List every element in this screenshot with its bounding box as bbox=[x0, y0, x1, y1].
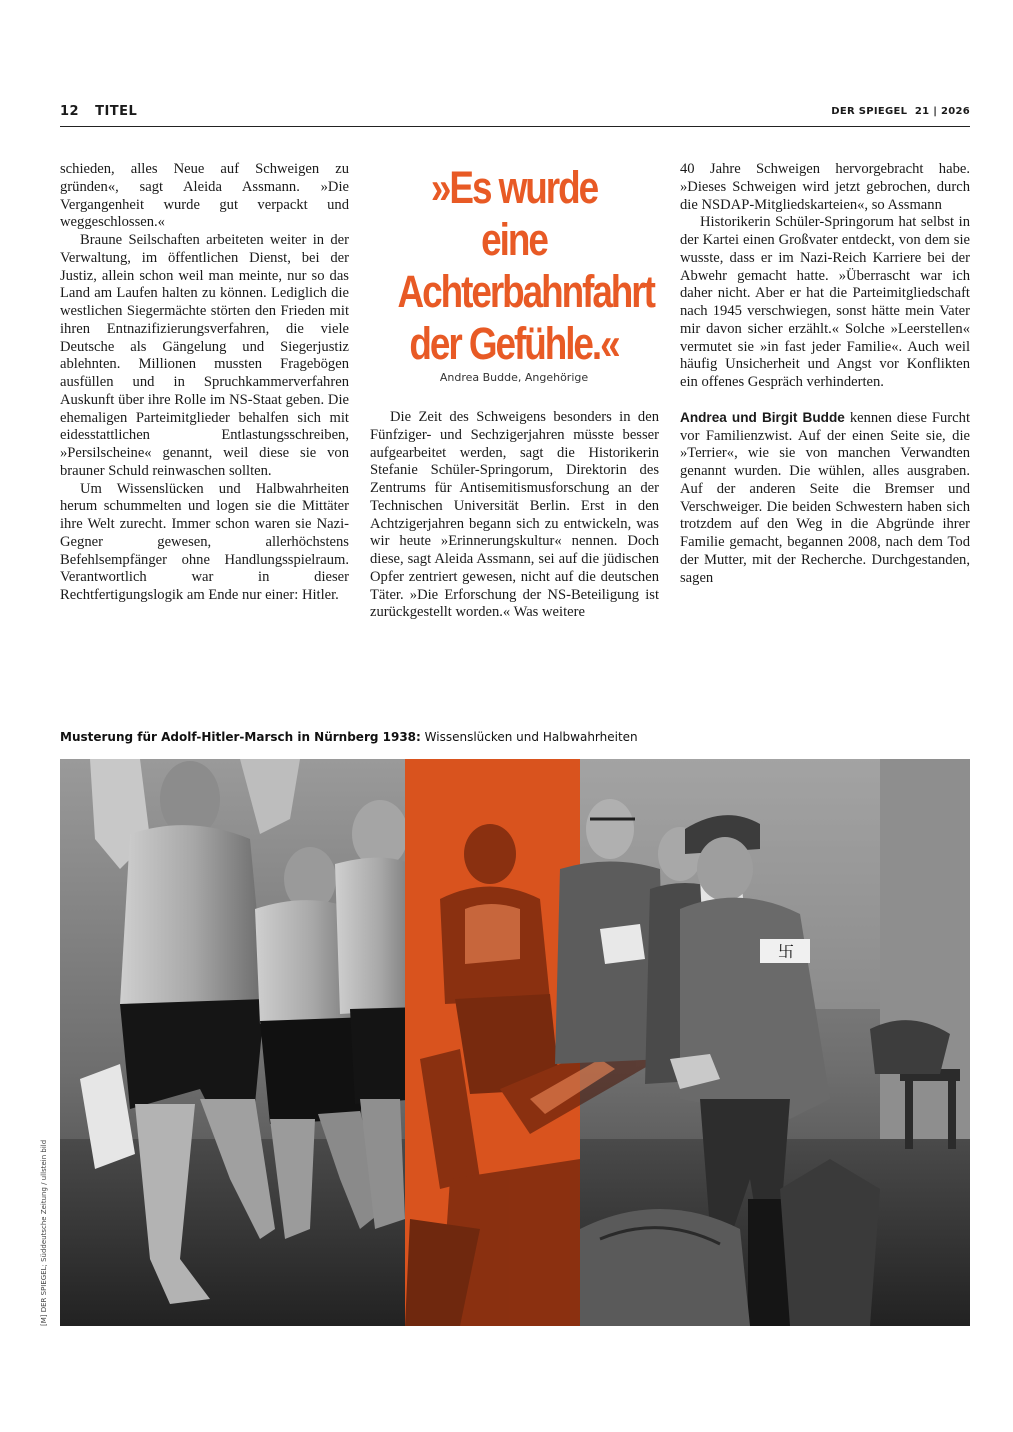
paragraph: schieden, alles Neue auf Schweigen zu gründen«, sagt Aleida Assmann. »Die Vergangenheit wurde gut verpackt und weggeschlossen.« bbox=[60, 161, 349, 231]
article-column-2 bbox=[370, 409, 659, 622]
pull-quote-attribution: Andrea Budde, Angehörige bbox=[439, 371, 589, 384]
section-title: TITEL bbox=[95, 104, 138, 119]
paragraph: Um Wissenslücken und Halbwahrheiten herum schummelten und logen sie die Mittäter ihre Welt zurecht. Immer schon waren sie Nazi-Gegner gewesen, allerhöchstens Befehlsempfänger ohne Handlungsspielraum. Verantwortlich war in dieser Rechtfertigungslogik am Ende nur einer: Hitler. bbox=[60, 480, 349, 603]
photo-caption bbox=[60, 730, 638, 744]
pull-quote-text: »Es wurde eine Achterbahnfahrt der Gefühle.« bbox=[397, 162, 654, 369]
magazine-name: DER SPIEGEL bbox=[831, 106, 908, 117]
paragraph bbox=[680, 409, 970, 588]
photo-caption-text: Wissenslücken und Halbwahrheiten bbox=[420, 730, 638, 744]
article-column-1 bbox=[60, 161, 349, 605]
page-header bbox=[60, 104, 970, 127]
paragraph-body: kennen diese Furcht vor Familienzwist. Auf der einen Seite sie, die »Terrier«, wie sie von manchen Verwandten genannt wurden. Die wühlen, alles ausgraben. Auf der anderen Seite die Bremser und Verschweiger. Die beiden Schwestern haben sich trotzdem auf den Weg in die Abgründe ihrer Familie gemacht, begannen 2008, nach dem Tod der Mutter, mit der Recherche. Durchgestanden, sagen bbox=[680, 409, 970, 586]
article-photo bbox=[60, 759, 970, 1326]
photo-illustration bbox=[60, 759, 970, 1326]
article-column-3 bbox=[680, 161, 970, 587]
photo-credit: [M] DER SPIEGEL; Süddeutsche Zeitung / ullstein bild bbox=[40, 1139, 48, 1326]
page-number: 12 bbox=[60, 104, 80, 119]
paragraph: Historikerin Schüler-Springorum hat selbst in der Kartei einen Großvater entdeckt, von dem sie wusste, dass er im Nazi-Reich Karriere bei der Abwehr gemacht hatte. »Überrascht war ich daher nicht. Aber er hat die Parteimitgliedschaft nach 1945 verschwiegen, sonst hätte mein Vater mir davon sicher erzählt.« Solche »Leerstellen« vermutet sie »in fast jeder Familie«. Auch weil häufig Unsicherheit und Angst vor Konflikten ein offenes Gespräch verhinderten. bbox=[680, 214, 970, 390]
page-header-left bbox=[60, 104, 137, 119]
pull-quote bbox=[372, 162, 656, 384]
paragraph-lead-in: Andrea und Birgit Budde bbox=[680, 409, 845, 425]
issue-number: 21 | 2026 bbox=[914, 106, 970, 117]
armband-symbol: 卐 bbox=[778, 942, 795, 961]
paragraph: 40 Jahre Schweigen hervorgebracht habe. »Dieses Schweigen wird jetzt gebrochen, durch die NSDAP-Mitgliedskarteien«, so Assmann bbox=[680, 161, 970, 213]
photo-caption-title: Musterung für Adolf-Hitler-Marsch in Nürnberg 1938: bbox=[60, 730, 421, 744]
paragraph: Braune Seilschaften arbeiteten weiter in der Verwaltung, im öffentlichen Dienst, bei der Justiz, allein schon weil man meinte, nur so das Land am Laufen halten zu können. Lediglich die westlichen Siegermächte störten den Frieden mit ihren Entnazifizierungsverfahren, die viele Deutsche als Gängelung und Siegerjustiz ablehnten. Millionen mussten Fragebögen ausfüllen und in Spruchkammerverfahren Auskunft über ihre Rolle im NS-Staat geben. Die ehemaligen Parteimitglieder behalfen sich mit eidesstattlichen Entlastungsschreiben, »Persilscheine« genannt, weil diese sie von brauner Schuld reinwaschen sollten. bbox=[60, 232, 349, 479]
page-header-right bbox=[831, 106, 970, 117]
paragraph: Die Zeit des Schweigens besonders in den Fünfziger- und Sechzigerjahren müsste besser aufgearbeitet werden, sagt die Historikerin Stefanie Schüler-Springorum, Direktorin des Zentrums für Antisemitismusforschung an der Technischen Universität Berlin. Erst in den Achtzigerjahren begann sich zu entwickeln, was wir heute »Erinnerungskultur« nennen. Doch diese, sagt Aleida Assmann, sei auf die jüdischen Opfer zentriert gewesen, nicht auf die deutschen Täter. »Die Erforschung der NS-Beteiligung ist zurückgestellt worden.« Was weitere bbox=[370, 409, 659, 621]
